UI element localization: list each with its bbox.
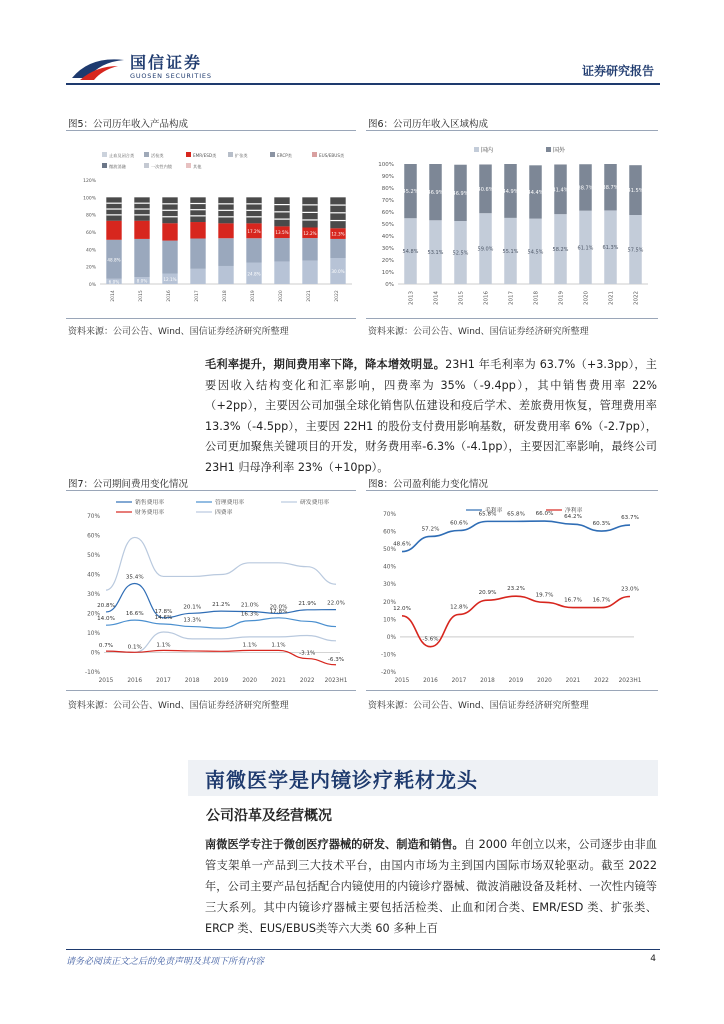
fig8-data-label: 65.8%: [478, 511, 497, 518]
fig6-data-label: 41.5%: [627, 188, 644, 195]
fig5-legend-swatch: [186, 152, 191, 157]
fig5-legend-label: 活检类: [151, 153, 164, 158]
fig5-legend-label: 扩张类: [235, 153, 248, 158]
fig7-legend-label: 管理费用率: [215, 500, 244, 506]
fig5-xtick-label: 2014: [111, 290, 116, 302]
fig6-data-label: 59.0%: [477, 246, 494, 253]
fig6-xtick-label: 2018: [533, 291, 540, 305]
fig5-ytick-label: 0%: [88, 283, 96, 288]
fig7-xtick-label: 2022: [299, 678, 315, 684]
fig8-data-label: 12.8%: [450, 604, 468, 611]
fig7-legend-label: 四费率: [215, 510, 233, 516]
fig7-data-label: 20.8%: [97, 602, 115, 609]
fig8-data-label: 57.2%: [421, 526, 440, 533]
fig7-data-label: 17.8%: [154, 608, 173, 615]
fig7-data-label: 17.8%: [269, 608, 288, 615]
fig8-xtick-label: 2017: [451, 678, 467, 684]
fig5-legend-swatch: [144, 152, 149, 157]
fig5-xtick-label: 2015: [139, 290, 144, 302]
fig7-xtick-label: 2023H1: [324, 678, 348, 684]
fig7-data-label: -3.1%: [299, 650, 316, 657]
fig7-xtick-label: 2018: [184, 678, 200, 684]
fig7-data-label: 22.0%: [327, 600, 345, 607]
fig6-ytick-label: 60%: [381, 210, 394, 216]
fig5-legend-label: 一次性内镜: [151, 164, 172, 169]
fig5-ytick-label: 100%: [83, 196, 96, 202]
fig5-bar-segment: [190, 239, 205, 269]
fig5-bar-segment: [274, 261, 289, 284]
fig5-bar-segment: [302, 238, 317, 261]
fig6-bottom-rule: [366, 318, 658, 319]
fig7-series-line: [106, 537, 336, 590]
fig5-ytick-label: 40%: [85, 248, 96, 254]
fig6-xtick-label: 2022: [633, 291, 640, 305]
fig6-data-label: 58.2%: [552, 247, 569, 254]
fig8-bottom-rule: [366, 690, 658, 691]
fig5-xtick-label: 2022: [335, 290, 340, 302]
paragraph2-lead: 南微医学专注于微创医疗器械的研发、制造和销售。: [205, 838, 464, 851]
fig7-xtick-label: 2016: [127, 678, 143, 684]
fig7-xtick-label: 2019: [213, 678, 229, 684]
fig7-data-label: -6.3%: [327, 656, 345, 663]
fig6-xtick-label: 2020: [583, 291, 590, 305]
fig8-data-label: 23.2%: [507, 586, 525, 593]
fig6-data-label: 46.9%: [452, 190, 469, 197]
fig7-top-rule: [66, 490, 356, 491]
fig5-data-label: 24.8%: [247, 271, 261, 277]
fig7-chart: [66, 492, 358, 684]
fig8-data-label: 16.7%: [564, 597, 582, 604]
fig5-legend-label: 微波消融: [109, 164, 126, 169]
fig6-legend-swatch: [546, 147, 551, 152]
fig8-ytick-label: 40%: [383, 564, 396, 571]
fig8-data-label: 66.0%: [535, 511, 554, 518]
fig5-bar-segment: [190, 222, 205, 238]
fig8-xtick-label: 2019: [508, 678, 524, 684]
fig5-bar-segment: [190, 269, 205, 284]
fig5-legend-swatch: [102, 152, 107, 157]
fig5-bar-segment: [330, 239, 345, 258]
fig6-xtick-label: 2016: [483, 291, 490, 305]
fig5-bottom-rule: [66, 318, 356, 319]
fig6-xtick-label: 2021: [608, 291, 615, 305]
fig8-ytick-label: 30%: [383, 582, 396, 589]
fig5-xtick-label: 2018: [223, 290, 228, 302]
fig6-ytick-label: 30%: [381, 246, 394, 252]
fig6-ytick-label: 50%: [381, 222, 394, 228]
paragraph-body: 23H1 年毛利率为 63.7%（+3.3pp），主要因收入结构变化和汇率影响，四费率为 35%（-9.4pp），其中销售费用率 22%（+2pp），主要因公司加强全球化销售队伍建设和疫后学术、差旅费用恢复，管理费用率 13.3%（-4.5pp），主要因 22H1 的股份支付费用影响基数，研发费用率 6%（-2.7pp），公司更加聚焦关键项目的开发，财务费用率-6.3%（-4.1pp），主要因汇率影响，最终公司 23H1 归母净利率 23%（+10pp）。: [205, 358, 657, 474]
fig7-ytick-label: 40%: [87, 572, 100, 579]
page-number: 4: [650, 954, 656, 964]
fig5-legend-label: ERCP类: [277, 153, 292, 158]
fig5-top-rule: [66, 130, 356, 131]
fig5-xtick-label: 2017: [195, 290, 200, 302]
fig6-data-label: 44.9%: [502, 188, 519, 195]
fig5-bar-segment: [134, 221, 149, 239]
fig8-ytick-label: 0%: [386, 634, 396, 641]
fig5-bar-segment: [246, 238, 261, 262]
fig5-ytick-label: 80%: [85, 213, 96, 219]
fig6-chart: [366, 140, 658, 312]
paragraph-company-overview: [205, 834, 657, 939]
fig5-data-label: 13.5%: [275, 230, 289, 236]
fig7-data-label: 21.0%: [240, 602, 259, 609]
fig5-legend-label: EUS/EBUS类: [319, 153, 345, 158]
fig8-legend-label: 净利率: [565, 508, 583, 514]
fig7-xtick-label: 2015: [98, 678, 114, 684]
fig7-data-label: 1.1%: [271, 642, 286, 649]
fig5-xtick-label: 2021: [307, 290, 312, 302]
fig7-data-label: 16.3%: [240, 611, 259, 618]
fig6-ytick-label: 40%: [381, 234, 394, 240]
logo-cn-text: 国信证券: [130, 53, 203, 72]
fig5-bar-segment: [218, 238, 233, 266]
fig5-data-label: 48.8%: [107, 257, 121, 263]
fig7-ytick-label: 50%: [87, 553, 100, 559]
fig8-data-label: 19.7%: [535, 592, 554, 599]
fig8-data-label: 20.9%: [478, 590, 497, 597]
fig7-data-label: 0.7%: [98, 643, 114, 650]
page-header: [0, 0, 724, 100]
fig5-legend-swatch: [312, 152, 317, 157]
fig7-data-label: 20.1%: [183, 604, 202, 611]
fig5-legend-swatch: [228, 152, 233, 157]
report-type: 证券研究报告: [581, 64, 654, 78]
fig7-ytick-label: 70%: [87, 514, 100, 520]
fig8-data-label: 63.7%: [621, 515, 639, 522]
fig5-xtick-label: 2020: [279, 290, 284, 302]
fig8-ytick-label: 50%: [383, 547, 396, 554]
fig5-bar-segment: [106, 221, 121, 240]
fig8-xtick-label: 2022: [594, 678, 609, 684]
fig7-ytick-label: -10%: [85, 670, 100, 676]
fig7-source: 资料来源：公司公告、Wind、国信证券经济研究所整理: [68, 701, 289, 711]
fig6-data-label: 61.3%: [602, 245, 619, 252]
section-title: 南微医学是内镜诊疗耗材龙头: [205, 768, 478, 792]
fig8-data-label: 12.0%: [393, 605, 411, 612]
header-divider: [66, 83, 660, 85]
fig5-xtick-label: 2019: [251, 290, 256, 302]
fig7-data-label: 16.6%: [125, 611, 144, 618]
fig5-legend-label: 其他: [193, 164, 202, 169]
fig8-ytick-label: 10%: [383, 617, 396, 624]
fig6-data-label: 54.5%: [527, 249, 544, 256]
fig6-data-label: 44.4%: [527, 189, 544, 196]
fig5-xtick-label: 2016: [167, 290, 172, 302]
fig5-ytick-label: 60%: [85, 231, 96, 236]
fig7-xtick-label: 2017: [156, 678, 171, 684]
fig8-top-rule: [366, 490, 658, 491]
fig5-legend-swatch: [186, 163, 191, 168]
fig5-data-label: 30.0%: [331, 269, 345, 274]
fig6-data-label: 52.5%: [452, 250, 469, 257]
fig5-chart: [70, 140, 360, 312]
fig7-data-label: 35.4%: [125, 574, 144, 581]
fig5-data-label: 8.0%: [136, 278, 148, 284]
fig7-ytick-label: 60%: [87, 533, 100, 540]
fig5-title: 图5：公司历年收入产品构成: [68, 119, 189, 130]
fig8-legend-label: 毛利率: [485, 508, 503, 514]
fig6-data-label: 55.1%: [502, 248, 519, 255]
fig6-data-label: 46.9%: [427, 190, 444, 197]
fig5-data-label: 6.0%: [108, 279, 120, 285]
fig6-ytick-label: 80%: [381, 186, 394, 192]
fig7-data-label: 21.9%: [298, 600, 317, 607]
fig6-legend-label: 国外: [553, 147, 566, 154]
fig5-legend-label: EMR/ESD类: [193, 153, 217, 158]
fig5-bar-segment: [218, 223, 233, 238]
fig8-xtick-label: 2016: [423, 678, 438, 684]
fig5-legend-swatch: [144, 163, 149, 168]
fig5-bar-segment: [218, 266, 233, 284]
fig6-title: 图6：公司历年收入区域构成: [368, 119, 489, 130]
fig6-data-label: 61.1%: [577, 245, 594, 252]
fig8-xtick-label: 2023H1: [618, 678, 642, 684]
fig7-data-label: 1.1%: [156, 642, 171, 649]
fig7-legend-label: 销售费用率: [135, 500, 164, 506]
footer-divider: [66, 949, 660, 950]
fig6-data-label: 57.5%: [627, 247, 644, 254]
fig6-top-rule: [366, 130, 658, 131]
fig5-bar-segment: [302, 261, 317, 284]
fig8-title: 图8：公司盈利能力变化情况: [368, 479, 489, 490]
fig6-data-label: 40.6%: [477, 186, 494, 193]
fig5-bar-segment: [274, 238, 289, 261]
fig8-ytick-label: -20%: [381, 670, 396, 676]
fig7-legend-label: 财务费用率: [135, 510, 164, 516]
fig6-source: 资料来源：公司公告、Wind、国信证券经济研究所整理: [368, 327, 589, 337]
fig7-ytick-label: 30%: [87, 592, 100, 598]
fig6-legend-swatch: [474, 147, 479, 152]
fig6-xtick-label: 2013: [408, 291, 415, 305]
fig5-legend-swatch: [270, 152, 275, 157]
fig5-legend-swatch: [102, 163, 107, 168]
fig7-xtick-label: 2021: [271, 678, 286, 684]
fig6-ytick-label: 90%: [381, 174, 394, 180]
fig5-data-label: 17.2%: [247, 228, 261, 234]
fig7-data-label: 1.1%: [242, 642, 257, 649]
guosen-logo-icon: [70, 54, 126, 82]
fig6-xtick-label: 2019: [558, 291, 565, 305]
fig6-xtick-label: 2014: [433, 291, 440, 305]
fig8-ytick-label: 60%: [383, 529, 396, 536]
fig6-data-label: 53.1%: [427, 250, 444, 257]
fig7-title: 图7：公司期间费用变化情况: [68, 479, 189, 490]
fig8-data-label: 23.0%: [621, 586, 639, 593]
fig7-ytick-label: 0%: [90, 650, 100, 657]
fig5-bar-segment: [162, 223, 177, 240]
fig8-data-label: 60.6%: [450, 520, 468, 527]
fig5-legend-label: 止血及闭合类: [109, 153, 135, 158]
fig7-bottom-rule: [66, 690, 356, 691]
fig8-data-label: 16.7%: [592, 597, 611, 604]
fig8-ytick-label: 70%: [383, 512, 396, 518]
fig5-ytick-label: 20%: [85, 265, 96, 271]
fig5-source: 资料来源：公司公告、Wind、国信证券经济研究所整理: [68, 327, 289, 337]
subsection-title: 公司沿革及经营概况: [206, 808, 332, 824]
fig5-ytick-label: 120%: [83, 179, 96, 184]
fig6-ytick-label: 10%: [381, 270, 394, 276]
fig7-ytick-label: 20%: [87, 611, 100, 618]
fig6-data-label: 54.8%: [402, 249, 419, 256]
fig8-data-label: 48.6%: [393, 541, 411, 548]
fig7-data-label: 13.3%: [183, 617, 202, 624]
fig8-data-label: 64.2%: [564, 514, 582, 521]
fig7-data-label: 14.0%: [97, 616, 115, 623]
fig6-legend-label: 国内: [481, 147, 494, 154]
fig8-xtick-label: 2018: [480, 678, 495, 684]
fig8-ytick-label: 20%: [383, 599, 396, 606]
fig6-data-label: 45.2%: [402, 189, 419, 196]
fig6-ytick-label: 0%: [385, 282, 394, 288]
fig6-data-label: 41.4%: [552, 187, 569, 194]
fig5-data-label: 12.2%: [303, 230, 317, 236]
footer-disclaimer: 请务必阅读正文之后的免责声明及其项下所有内容: [66, 957, 265, 967]
fig8-xtick-label: 2020: [537, 678, 552, 684]
fig7-data-label: 14.6%: [154, 615, 173, 622]
fig6-xtick-label: 2015: [458, 291, 465, 305]
fig8-ytick-label: -10%: [381, 652, 396, 659]
fig5-data-label: 12.1%: [163, 276, 177, 282]
fig8-data-label: 65.8%: [507, 511, 525, 518]
fig8-data-label: -5.6%: [422, 636, 439, 643]
fig5-bar-segment: [134, 239, 149, 277]
fig7-data-label: 20.0%: [269, 604, 288, 611]
fig7-data-label: 0.1%: [127, 644, 142, 651]
paragraph-lead: 毛利率提升，期间费用率下降，降本增效明显。: [205, 358, 446, 371]
fig6-ytick-label: 70%: [381, 198, 394, 204]
fig6-data-label: 38.7%: [602, 185, 619, 192]
fig5-data-label: 12.3%: [331, 231, 345, 237]
fig6-xtick-label: 2017: [508, 291, 515, 305]
fig5-bar-segment: [162, 241, 177, 274]
paragraph-margin-analysis: [205, 355, 657, 478]
logo-en-text: GUOSEN SECURITIES: [130, 72, 212, 80]
fig6-ytick-label: 20%: [381, 258, 394, 264]
paragraph2-body: 自 2000 年创立以来，公司逐步由非血管支架单一产品到三大技术平台，由国内市场为主到国内国际市场双轮驱动。截至 2022 年，公司主要产品包括配合内镜使用的内镜诊疗器械、微波消融设备及耗材、一次性内镜等三大系列。其中内镜诊疗器械主要包括活检类、止血和闭合类、EMR/ESD 类、扩张类、ERCP 类、EUS/EBUS类等六大类 60 多种上百: [205, 838, 657, 935]
fig7-series-line: [106, 618, 336, 628]
fig8-xtick-label: 2021: [565, 678, 581, 684]
fig7-xtick-label: 2020: [242, 678, 258, 684]
fig8-data-label: 60.3%: [592, 521, 611, 528]
fig7-legend-label: 研发费用率: [300, 500, 329, 506]
fig7-ytick-label: 10%: [87, 631, 100, 637]
fig6-data-label: 38.7%: [577, 185, 594, 192]
fig8-chart: [366, 492, 658, 684]
fig6-ytick-label: 100%: [378, 162, 394, 168]
fig7-data-label: 21.2%: [212, 602, 230, 609]
fig8-source: 资料来源：公司公告、Wind、国信证券经济研究所整理: [368, 701, 589, 711]
fig8-xtick-label: 2015: [394, 678, 410, 684]
